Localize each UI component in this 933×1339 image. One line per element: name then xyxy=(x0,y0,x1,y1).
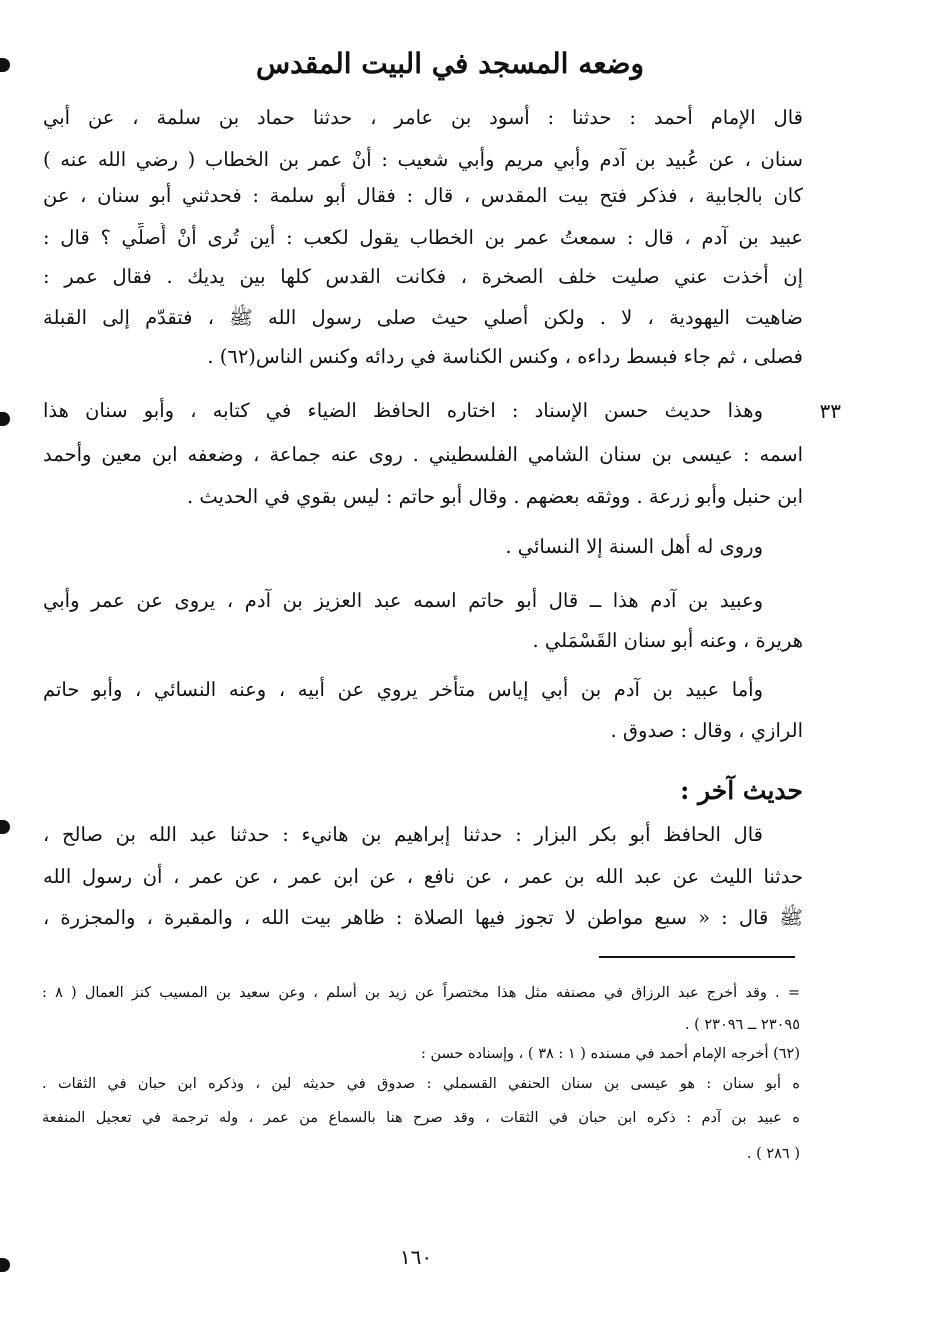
page-number: ١٦٠ xyxy=(399,1245,433,1269)
text-line: وأما عبيد بن آدم بن أبي إياس متأخر يروي عن أبيه ، وعنه النسائي ، وأبو حاتم xyxy=(43,678,763,701)
text-line: اسمه : عيسى بن سنان الشامي الفلسطيني . روى عنه جماعة ، وضعفه ابن معين وأحمد xyxy=(43,443,803,466)
edge-mark xyxy=(0,1258,10,1272)
footnote-line: ه عبيد بن آدم : ذكره ابن حبان في الثقات ، وقد صرح هنا بالسماع من عمر ، وله ترجمة في تعجيل المنفعة xyxy=(42,1110,800,1126)
edge-mark xyxy=(0,58,10,72)
text-line: قال الإمام أحمد : حدثنا : أسود بن عامر ، حدثنا حماد بن سلمة ، عن أبي xyxy=(43,106,803,129)
text-line: إن أخذت عني صليت خلف الصخرة ، فكانت القدس كلها بين يديك . فقال عمر : xyxy=(43,265,803,288)
text-line: الرازي ، وقال : صدوق . xyxy=(610,719,803,742)
text-line: وعبيد بن آدم هذا ــ قال أبو حاتم اسمه عبد العزيز بن آدم ، يروى عن عمر وأبي xyxy=(43,589,763,612)
text-line: ﷺ قال : « سبع مواطن لا تجوز فيها الصلاة : ظاهر بيت الله ، والمقبرة ، والمجزرة ، xyxy=(43,906,803,929)
text-line: سنان ، عن عُبيد بن آدم وأبي مريم وأبي شعيب : أنْ عمر بن الخطاب ( رضي الله عنه ) xyxy=(43,148,803,171)
footnote-line: ٢٣٠٩٥ ــ ٢٣٠٩٦ ) . xyxy=(684,1017,800,1033)
section-title: حديث آخر : xyxy=(680,776,803,805)
text-line: هريرة ، وعنه أبو سنان القَسْمَلي . xyxy=(532,629,803,652)
running-header: وضعه المسجد في البيت المقدس xyxy=(255,47,645,80)
edge-mark xyxy=(0,412,10,426)
text-line: فصلى ، ثم جاء فبسط رداءه ، وكنس الكناسة في ردائه وكنس الناس(٦٢) . xyxy=(207,345,803,368)
text-line: وروى له أهل السنة إلا النسائي . xyxy=(505,535,763,558)
text-line: عبيد بن آدم ، قال : سمعتُ عمر بن الخطاب يقول لكعب : أين تُرى أنْ أُصلِّي ؟ قال : xyxy=(43,226,803,249)
text-line: حدثنا الليث عن عبد الله بن عمر ، عن نافع ، عن ابن عمر ، عن عمر ، أن رسول الله xyxy=(43,865,803,888)
paragraph-number: ٣٣ xyxy=(819,399,841,423)
footnote-line: ه أبو سنان : هو عيسى بن سنان الحنفي القسملي : صدوق في حديثه لين ، وذكره ابن حبان في الثقات . xyxy=(42,1076,800,1092)
text-line: وهذا حديث حسن الإسناد : اختاره الحافظ الضياء في كتابه ، وأبو سنان هذا xyxy=(43,399,763,422)
text-line: ضاهيت اليهودية ، لا . ولكن أصلي حيث صلى رسول الله ﷺ ، فتقدّم إلى القبلة xyxy=(43,306,803,329)
footnote-line: ( ٢٨٦ ) . xyxy=(746,1146,800,1162)
footnote-separator xyxy=(599,956,795,958)
footnote-line: = . وقد أخرج عبد الرزاق في مصنفه مثل هذا مختصراً عن زيد بن أسلم ، وعن سعيد بن المسيب كنز العمال ( ٨ : xyxy=(42,985,800,1001)
footnote-line: (٦٢) أخرجه الإمام أحمد في مسنده ( ١ : ٣٨ ) ، وإسناده حسن : xyxy=(420,1046,800,1062)
text-line: كان بالجابية ، فذكر فتح بيت المقدس ، قال : فقال أبو سلمة : فحدثني أبو سنان ، عن xyxy=(43,184,803,207)
text-line: ابن حنبل وأبو زرعة . ووثقه بعضهم . وقال أبو حاتم : ليس بقوي في الحديث . xyxy=(187,485,803,508)
edge-mark xyxy=(0,820,10,834)
text-line: قال الحافظ أبو بكر البزار : حدثنا إبراهيم بن هانيء : حدثنا عبد الله بن صالح ، xyxy=(43,823,763,846)
